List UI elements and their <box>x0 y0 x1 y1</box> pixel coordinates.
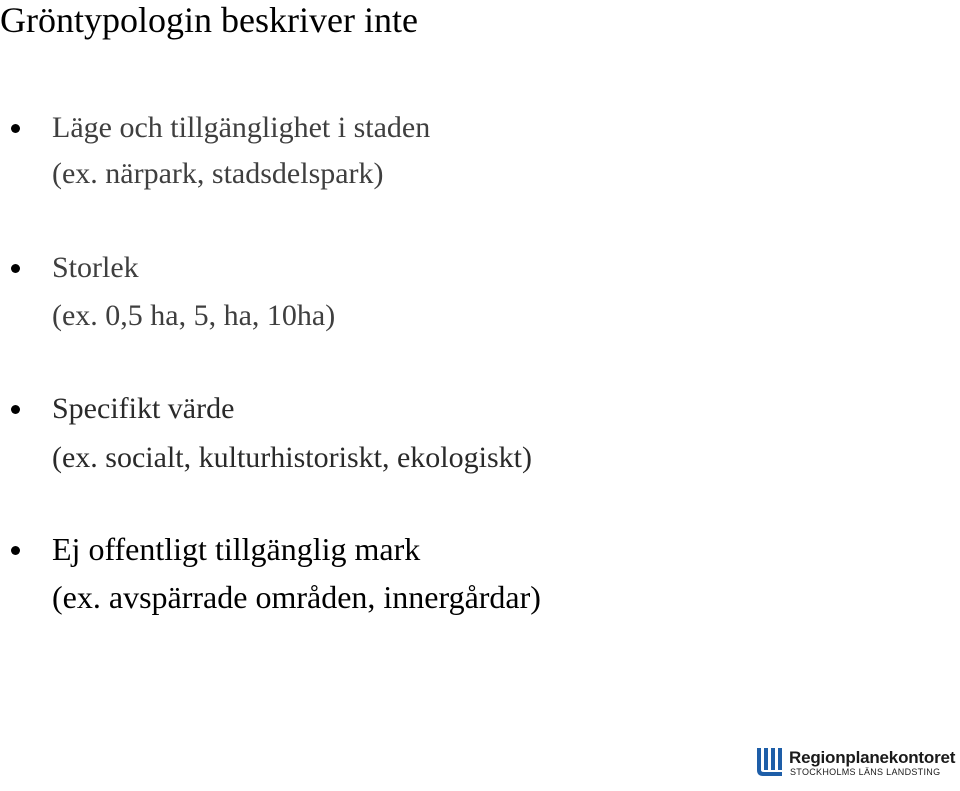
slide-title: Gröntypologin beskriver inte <box>0 0 418 40</box>
bullet-main-text: Storlek <box>52 251 139 284</box>
logo-subtitle: STOCKHOLMS LÄNS LANDSTING <box>790 767 941 777</box>
bullet-sub-text: (ex. närpark, stadsdelspark) <box>52 157 384 190</box>
bullet-dot-icon <box>11 546 20 555</box>
bullet-sub-text: (ex. avspärrade områden, innergårdar) <box>52 579 541 615</box>
bullet-main-text: Specifikt värde <box>52 392 235 425</box>
bullet-sub-text: (ex. socialt, kulturhistoriskt, ekologiskt) <box>52 441 532 474</box>
logo-name: Regionplanekontoret <box>789 748 956 767</box>
organization-logo <box>755 744 960 784</box>
bullet-main-text: Ej offentligt tillgänglig mark <box>52 531 421 567</box>
bullet-main-text: Läge och tillgänglighet i staden <box>52 111 431 144</box>
bullet-dot-icon <box>11 264 20 273</box>
bullet-sub-text: (ex. 0,5 ha, 5, ha, 10ha) <box>52 299 336 332</box>
bullet-dot-icon <box>11 405 20 414</box>
bullet-dot-icon <box>11 124 20 133</box>
regionplanekontoret-logo-icon <box>755 746 785 778</box>
